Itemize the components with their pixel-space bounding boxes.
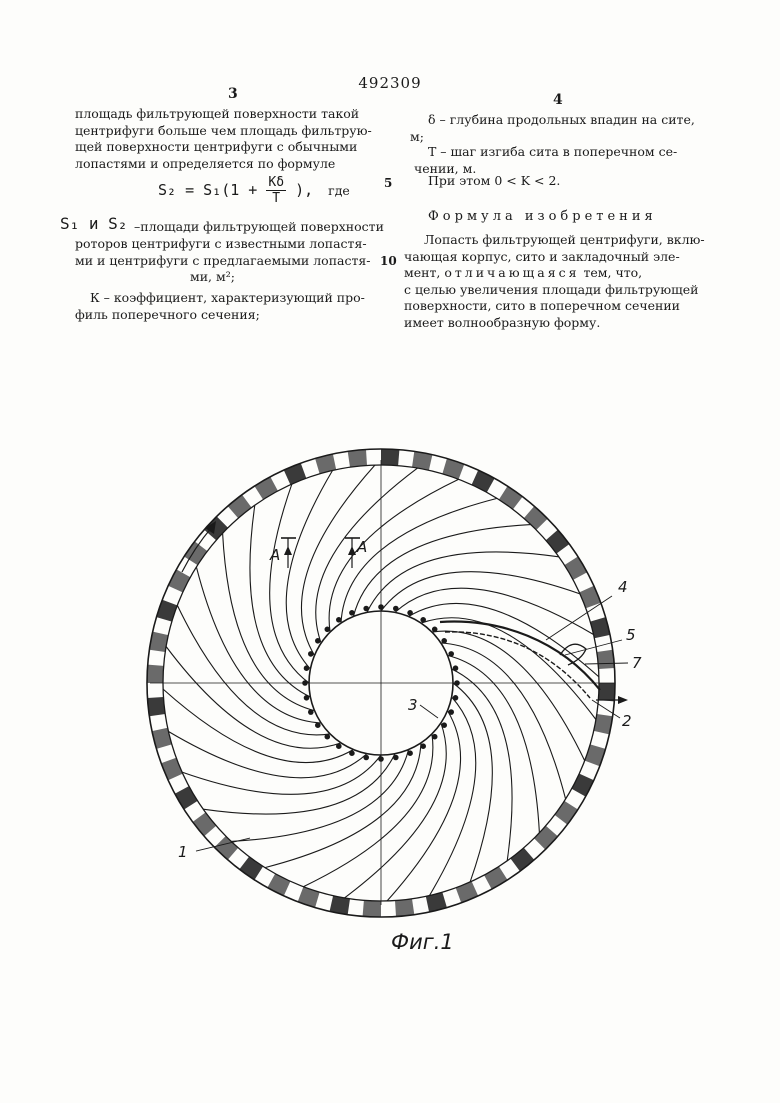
text-line: δ – глубина продольных впадин на сите,: [428, 112, 695, 127]
text-line: –площади фильтрующей поверхности: [134, 219, 384, 234]
shell-segment: [546, 530, 570, 554]
text-line: К – коэффициент, характеризующий про-: [90, 290, 365, 305]
hub-rivet: [420, 617, 426, 623]
formula-rhs: ),: [295, 181, 314, 199]
hub-rivet: [453, 695, 459, 701]
patent-number: 492309: [358, 74, 422, 92]
shell-segment: [298, 887, 320, 908]
shell-segment: [147, 665, 164, 683]
hub-rivet: [420, 743, 426, 749]
text-line: имеет волнообразную форму.: [404, 314, 601, 330]
hub-rivet: [393, 606, 399, 612]
figure-label-4: 4: [618, 578, 628, 596]
text-line: центрифуги больше чем площадь фильтрую-: [75, 122, 372, 138]
hub-rivet: [407, 750, 413, 756]
hub-rivet: [432, 734, 438, 740]
hub-rivet: [363, 606, 369, 612]
shell-segment: [472, 470, 495, 492]
hub-rivet: [325, 734, 331, 740]
shell-segment: [267, 874, 290, 896]
blade: [448, 655, 540, 832]
hub-rivet: [308, 709, 314, 715]
formula-numerator: Kδ: [268, 175, 285, 190]
shell-segment: [284, 463, 307, 485]
shell-segment: [456, 881, 479, 903]
hub-rivet: [407, 610, 413, 616]
text-line: Т – шаг изгиба сита в поперечном се-: [428, 144, 678, 159]
hub-rivet: [349, 750, 355, 756]
text-line: чении, м.: [414, 160, 477, 176]
text-line: с целью увеличения площади фильтрующей: [404, 281, 699, 297]
leader-line-7: [585, 663, 628, 664]
hub-rivet: [349, 610, 355, 616]
figure-label-3: 3: [408, 696, 418, 714]
shell-segment: [585, 744, 606, 766]
hub-rivet: [336, 617, 342, 623]
hub-rivet: [304, 695, 310, 701]
shell-segment: [442, 459, 464, 480]
shell-segment: [499, 486, 523, 509]
hub-rivet: [315, 722, 321, 728]
section-arrow-left-icon: [284, 546, 292, 555]
shell-segment: [564, 557, 587, 580]
shell-segment: [161, 758, 183, 781]
figure-caption: Фиг.1: [391, 930, 454, 954]
hub-rivet: [453, 665, 459, 671]
blade: [182, 755, 381, 794]
text-line: щей поверхности центрифуги с обычными: [75, 139, 358, 154]
text-line: ми, м²;: [190, 269, 235, 284]
formula-tail: где: [328, 183, 350, 198]
left-page-number: 3: [228, 86, 238, 102]
hub-rivet: [308, 651, 314, 657]
text-line: Лопасть фильтрующей центрифуги, вклю-: [424, 232, 705, 247]
blade: [223, 533, 315, 710]
hub-rivet: [315, 638, 321, 644]
shell-segment: [193, 812, 217, 836]
section-label-a-left: A: [270, 546, 281, 564]
discharge-arrow-icon: [618, 696, 628, 704]
blade: [453, 683, 492, 882]
hub-rivet: [441, 638, 447, 644]
hub-rivet: [363, 755, 369, 761]
figure-label-2: 2: [622, 712, 632, 730]
text-line: филь поперечного сечения;: [75, 306, 260, 322]
blade: [231, 750, 408, 842]
shell-segment: [555, 801, 578, 825]
line-number-5: 5: [384, 176, 393, 190]
shell-segment: [348, 450, 367, 468]
section-label-a-right: A: [357, 538, 368, 556]
blade: [381, 572, 580, 611]
text-line: поверхности, сито в поперечном сечении: [404, 298, 681, 313]
shell-segment: [148, 697, 166, 716]
shell-segment: [572, 774, 594, 797]
hub-rivet: [448, 651, 454, 657]
claims-heading: Формула изобретения: [428, 209, 657, 224]
hub-rivet: [336, 743, 342, 749]
text-line: чающая корпус, сито и закладочный эле-: [404, 248, 680, 264]
right-page-number: 4: [553, 92, 563, 108]
text-line: ми и центрифуги с предлагаемыми лопастя-: [75, 252, 371, 268]
shell-segment: [239, 857, 263, 880]
text-line: лопастями и определяется по формуле: [75, 155, 336, 171]
section-arrow-right-icon: [348, 546, 356, 555]
hub-rivet: [393, 755, 399, 761]
shell-segment: [228, 495, 252, 519]
blade: [270, 484, 309, 683]
shell-segment: [395, 899, 414, 917]
figure-label-5: 5: [626, 626, 636, 644]
claim-keyword: отличающаяся: [444, 265, 580, 280]
definition-symbols: S₁ и S₂: [60, 214, 128, 233]
hub-rivet: [325, 627, 331, 633]
shell-segment: [597, 650, 615, 669]
hub-rivet: [432, 627, 438, 633]
shell-segment: [255, 477, 278, 500]
line-number-10: 10: [380, 254, 397, 268]
text-line: м;: [410, 128, 424, 144]
figure-label-7: 7: [632, 654, 642, 672]
text-fragment: мент,: [404, 265, 441, 280]
shell-segment: [175, 786, 198, 809]
shell-segment: [510, 848, 534, 872]
figure-label-1: 1: [178, 843, 188, 861]
formula-denominator: T: [272, 191, 281, 206]
hub-rivet: [448, 709, 454, 715]
hub-rivet: [304, 665, 310, 671]
blade: [353, 525, 530, 617]
text-line: площадь фильтрующей поверхности такой: [75, 106, 360, 121]
shell-segment: [214, 836, 238, 860]
shell-segment: [534, 826, 558, 850]
shell-segment: [381, 449, 399, 466]
shell-segment: [168, 569, 190, 592]
shell-segment: [524, 506, 548, 530]
text-fragment: тем, что,: [583, 265, 643, 280]
shell-segment: [579, 586, 601, 609]
shell-segment: [598, 683, 615, 701]
shell-segment: [484, 866, 507, 889]
formula-lhs: S₂ = S₁(1 +: [158, 181, 258, 199]
shell-segment: [363, 900, 381, 917]
text-line: роторов центрифуги с известными лопастя-: [75, 236, 367, 251]
shell-segment: [157, 600, 178, 622]
hub-rivet: [441, 722, 447, 728]
k-condition: При этом 0 < K < 2.: [428, 173, 561, 188]
